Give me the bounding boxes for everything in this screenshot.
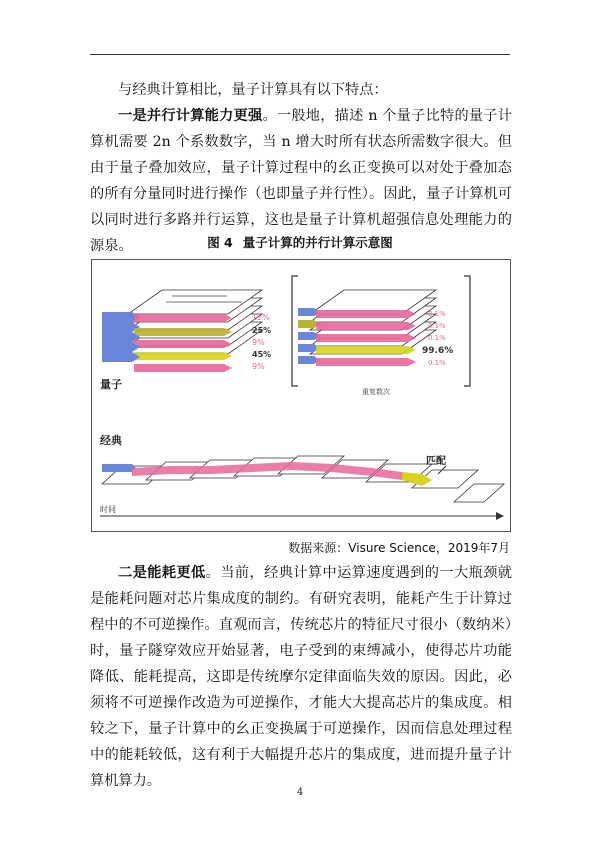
left-percent-3: 9% <box>252 338 265 347</box>
point1-heading: 一是并行计算能力更强 <box>118 108 263 124</box>
left-percent-2: 25% <box>252 326 272 335</box>
point2-paragraph <box>90 560 512 794</box>
left-percent-5: 9% <box>252 362 265 371</box>
parallel-computing-figure <box>91 259 511 532</box>
intro-paragraph: 与经典计算相比，量子计算具有以下特点： <box>118 82 388 98</box>
figure-caption <box>90 233 510 251</box>
left-percent-1: 12% <box>252 313 270 322</box>
page-number: 4 <box>296 787 304 798</box>
data-source: 数据来源：Visure Science，2019年7月 <box>288 541 510 555</box>
header-rule <box>90 54 510 55</box>
left-arrows <box>102 312 232 372</box>
right-percent-1: 0.1% <box>428 310 446 318</box>
left-percent-4: 45% <box>252 350 272 359</box>
point1-body: 。一般地，描述 n 个量子比特的量子计算机需要 2n 个系数数字，当 n 增大时所有状态所需数字很大。但由于量子叠加效应，量子计算过程中的幺正变换可以对处于叠加态的所有分量同时进行操作（也即量子并行性）。因此，量子计算机可以同时进行多路并行运算，这也是量子计算机超强信息处理能力的源泉。 <box>90 108 512 254</box>
figure-svg <box>92 260 510 531</box>
repeat-label: 重复数次 <box>362 388 390 396</box>
figure-number: 图 4 <box>207 235 233 250</box>
right-arrows <box>298 308 416 366</box>
match-label: 匹配 <box>426 456 446 467</box>
point2-heading: 二是能耗更低 <box>118 565 206 581</box>
classical-label: 经典 <box>100 434 122 447</box>
right-percent-4: 99.6% <box>422 346 454 356</box>
quantum-label: 量子 <box>100 378 122 391</box>
right-percent-3: 0.1% <box>428 334 446 342</box>
right-percent-2: 0.1% <box>428 322 446 330</box>
point2-body: 。当前，经典计算中运算速度遇到的一大瓶颈就是能耗问题对芯片集成度的制约。有研究表明，能耗产生于计算过程中的不可逆操作。直观而言，传统芯片的特征尺寸很小（数纳米）时，量子隧穿效应开始显著，电子受到的束缚减小，使得芯片功能降低、能耗提高，这即是传统摩尔定律面临失效的原因。因此，必须将不可逆操作改造为可逆操作，才能大大提高芯片的集成度。相较之下，量子计算中的幺正变换属于可逆操作，因而信息处理过程中的能耗较低，这有利于大幅提升芯片的集成度，进而提升量子计算机算力。 <box>90 565 512 789</box>
time-axis-arrowhead <box>496 512 504 520</box>
figure-title: 量子计算的并行计算示意图 <box>242 235 393 250</box>
right-percent-5: 0.1% <box>428 359 446 367</box>
time-label: 时间 <box>100 505 116 514</box>
